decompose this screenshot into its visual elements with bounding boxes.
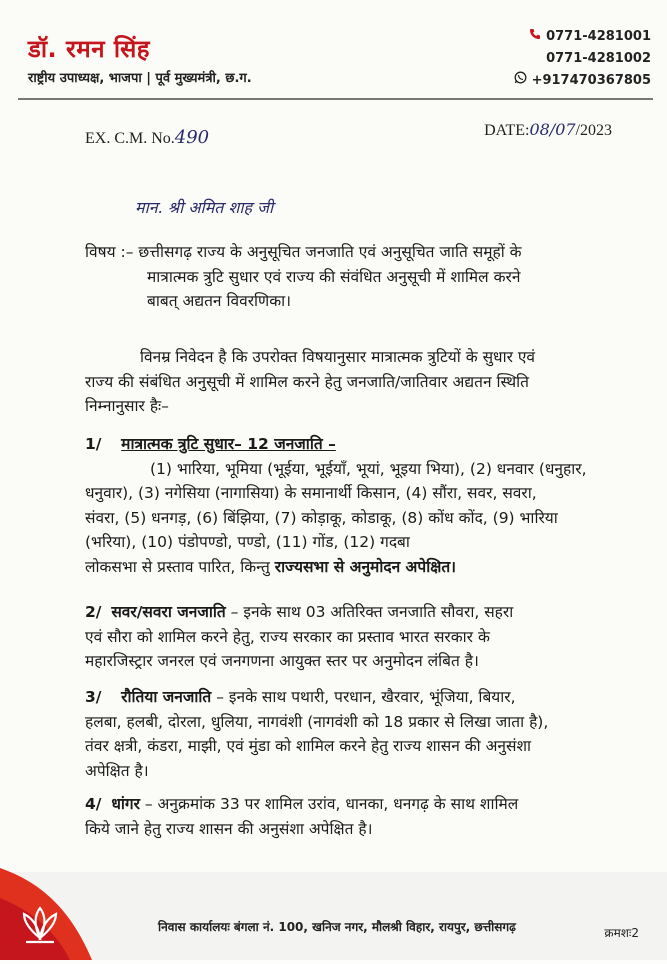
item-3-line-2: हलबा, हलबी, दोरला, धुलिया, नागवंशी (नागवंशी को 18 प्रकार से लिखा जाता है), <box>85 712 549 731</box>
item-2 <box>85 600 640 674</box>
subject-line-2: मात्रात्मक त्रुटि सुधार एवं राज्य की संवंधित अनुसूची में शामिल करने <box>147 267 521 286</box>
footer-address: निवास कार्यालयः बंगला नं. 100, खनिज नगर, मौलश्री विहार, रायपुर, छत्तीसगढ़ <box>158 920 516 934</box>
date-year: /2023 <box>575 122 612 139</box>
phone-line-2 <box>514 48 651 70</box>
continued-marker: क्रमशः2 <box>604 926 639 940</box>
phone-number-1: 0771-4281001 <box>546 29 651 44</box>
contact-block <box>514 26 651 92</box>
item-1 <box>85 432 640 579</box>
item-2-line-1: 2/ सवर/सवरा जनजाति – इनके साथ 03 अतिरिक्त जनजाति सौवरा, सहरा <box>85 603 514 621</box>
item-1-heading: मात्रात्मक त्रुटि सुधार– 12 जनजाति – <box>121 435 336 453</box>
letterhead-name: डॉ. रमन सिंह <box>28 35 151 63</box>
item-2-line-2: एवं सौरा को शामिल करने हेतु, राज्य सरकार का प्रस्ताव भारत सरकार के <box>85 627 490 646</box>
item-2-line-3: महारजिस्ट्रार जनरल एवं जनगणना आयुक्त स्तर पर अनुमोदन लंबित है। <box>85 652 479 670</box>
footer-band <box>0 872 667 960</box>
intro-line-3: निम्नानुसार हैः– <box>85 397 169 415</box>
intro-paragraph <box>85 345 640 419</box>
item-1-line-4: (भरिया), (10) पंडोपण्डो, पण्डो, (11) गोंड, (12) गदबा <box>85 533 410 551</box>
item-3 <box>85 685 640 783</box>
phone-icon <box>528 26 542 48</box>
item-1-line-1: (1) भारिया, भूमिया (भूईया, भूईयाँ, भूयां, भूइया भिया), (2) धनवार (धनुहार, <box>150 459 587 478</box>
intro-line-2: राज्य की संबंधित अनुसूची में शामिल करने हेतु जनजाति/जातिवार अद्यतन स्थिति <box>85 372 529 391</box>
date-label: DATE: <box>484 122 530 139</box>
item-3-line-1: 3/ रौतिया जनजाति – इनके साथ पथारी, परधान, खैरवार, भूंजिया, बियार, <box>85 688 516 706</box>
phone-number-2: 0771-4281002 <box>546 51 651 66</box>
reference-handwritten-number: 490 <box>174 127 210 148</box>
item-1-heading-line <box>85 432 640 457</box>
handwritten-salutation: मान. श्री अमित शाह जी <box>135 198 274 217</box>
whatsapp-icon <box>514 70 528 92</box>
reference-label: EX. C.M. No. <box>85 130 175 147</box>
phone-line-1 <box>514 26 651 48</box>
intro-line-1: विनम्र निवेदन है कि उपरोक्त विषयानुसार मात्रात्मक त्रुटियों के सुधार एवं <box>140 348 536 366</box>
item-2-number: 2/ <box>85 603 102 621</box>
date-handwritten: 08/07 <box>529 120 576 139</box>
item-4-line-2: किये जाने हेतु राज्य शासन की अनुसंशा अपेक्षित है। <box>85 819 373 838</box>
item-1-line-5: लोकसभा से प्रस्ताव पारित, किन्तु राज्यसभा से अनुमोदन अपेक्षित। <box>85 557 457 576</box>
item-3-number: 3/ <box>85 688 102 706</box>
subject-label: विषय :– <box>85 243 134 261</box>
lotus-logo-icon <box>0 868 100 960</box>
subject-block <box>85 240 640 314</box>
item-4 <box>85 792 640 841</box>
subject-line-1: विषय :– छत्तीसगढ़ राज्य के अनुसूचित जनजाति एवं अनुसूचित जाति समूहों के <box>85 243 522 261</box>
whatsapp-line <box>514 70 651 92</box>
item-4-line-1: 4/ धांगर – अनुक्रमांक 33 पर शामिल उरांव, धानका, धनगढ़ के साथ शामिल <box>85 795 519 813</box>
letter-date <box>484 120 612 140</box>
whatsapp-number: +917470367805 <box>531 73 651 88</box>
item-3-line-3: तंवर क्षत्री, कंडरा, माझी, एवं मुंडा को शामिल करने हेतु राज्य शासन की अनुसंशा <box>85 737 532 755</box>
reference-number <box>85 127 209 148</box>
item-3-line-4: अपेक्षित है। <box>85 761 149 780</box>
item-3-heading: रौतिया जनजाति <box>121 688 212 706</box>
item-2-heading: सवर/सवरा जनजाति <box>111 603 226 621</box>
subject-line-3: बाबत् अद्यतन विवरणिका। <box>147 292 292 310</box>
item-1-line-2: धनुवार), (3) नगेसिया (नागासिया) के समानार्थी किसान, (4) सौंरा, सवर, सवरा, <box>85 484 537 502</box>
item-4-number: 4/ <box>85 795 102 813</box>
item-1-line-3: संवरा, (5) धनगड़, (6) बिंझिया, (7) कोड़ाकू, कोडाकू, (8) कोंध कोंद, (9) भारिया <box>85 508 558 527</box>
letterhead-divider <box>18 98 653 100</box>
item-1-number: 1/ <box>85 435 102 453</box>
item-1-status: राज्यसभा से अनुमोदन अपेक्षित। <box>274 557 457 576</box>
letterhead-designation: राष्ट्रीय उपाध्यक्ष, भाजपा | पूर्व मुख्यमंत्री, छ.ग. <box>28 71 252 86</box>
item-4-heading: धांगर <box>111 795 140 813</box>
